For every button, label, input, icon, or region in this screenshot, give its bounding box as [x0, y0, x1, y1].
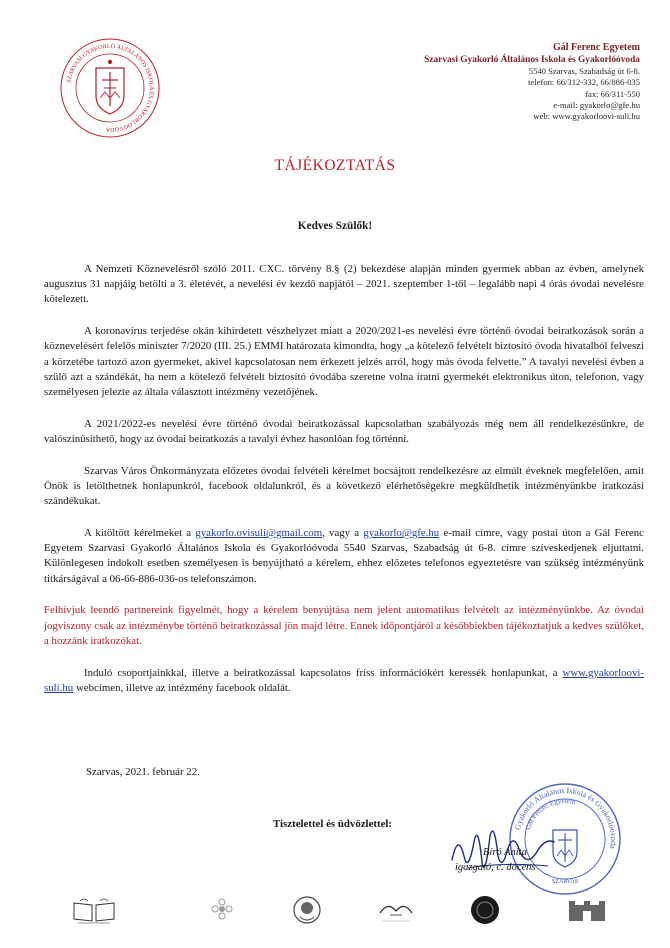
letter-body	[44, 262, 644, 713]
paragraph-notice: Felhívjuk leendő partnereink figyelmét, hogy a kérelem benyújtása nem jelent automatikus felvételt az intézményünkbe. Az óvodai jogviszony csak az intézménybe történő beiratkozással jön majd létre. Ennek időpontjáról a későbbiekben tájékoztatjuk a kedves szülőket, a hozzánk iratkozókat.	[44, 604, 644, 647]
signature-block	[455, 845, 536, 875]
greeting: Kedves Szülők!	[297, 220, 373, 232]
paragraph-4: Szarvas Város Önkormányzata előzetes óvodai felvételi kérelmet bocsájtott rendelkezésre az elmúlt éveknek megfelelően, amit Önök is letölthetnek honlapunkról, facebook oldalunkról, és a következő elérhetőségekre megküldhetik intézményünkbe iratkozási szándékukat.	[44, 464, 644, 508]
paragraph-1: A Nemzeti Köznevelésről szóló 2011. CXC. törvény 8.§ (2) bekezdése alapján minden gyermek abban az évben, amelynek augusztus 31 napjáig betölti a 3. életévét, a nevelési év kezdő napjától – 2021. szeptember 1-től – legalább napi 4 órás óvodai nevelésre kötelezett.	[44, 263, 644, 306]
website-link[interactable]: www.gyakorloovi-suli.hu	[44, 666, 644, 694]
stamp-city: SZARVAS	[551, 879, 579, 885]
bird-logo	[376, 895, 416, 925]
paragraph-5-text: , vagy a	[322, 527, 364, 540]
paragraph-7	[44, 666, 644, 696]
paragraph-2: A koronavírus terjedése okán kihirdetett vészhelyzet miatt a 2020/2021-es nevelési évre történő óvodai beiratkozások során a köznevelésért felelős miniszter 7/2020 (III. 25.) EMMI határozata kimondta, hogy „a kötelező felvételt biztosító óvoda hivatalból felveszi a körzetébe tartozó azon gyermeket, akivel kapcsolatosan nem érkezett jelzés arról, hogy más óvoda felvette.” A tavalyi nevelési évben a szülő azt a szándékát, ha nem a kötelező felvételt biztosító óvodába szeretne volna íratni gyermekét elektronikus úton, telefonon, vagy személyesen jelezte az általa választott intézmény vezetőjének.	[44, 325, 644, 399]
paragraph-5	[44, 526, 644, 587]
stamp-text: Gyakorló Általános Iskola és Gyakorlóóvoda	[512, 785, 619, 850]
circle-logo	[470, 895, 500, 925]
phone: telefon: 66/312-332, 66/886-035	[528, 77, 640, 88]
website: web: www.gyakorloovi-suli.hu	[533, 111, 640, 122]
document-title: TÁJÉKOZTATÁS	[274, 157, 396, 174]
letterhead	[424, 42, 640, 122]
email: e-mail: gyakorlo@gfe.hu	[553, 99, 640, 110]
school-name: Szarvasi Gyakorló Általános Iskola és Gyakorlóóvoda	[424, 55, 640, 65]
flower-logo	[208, 895, 236, 923]
paragraph-7-text: webcímen, illetve az intézmény facebook oldalát.	[73, 681, 291, 694]
fax: fax: 66/311-550	[585, 88, 640, 99]
book-logo	[70, 895, 118, 925]
crest-logo	[292, 895, 322, 925]
closing-line: Tisztelettel és üdvözlettel:	[273, 818, 393, 830]
university-seal-logo	[58, 36, 162, 140]
paragraph-5-text: A kitöltött kérelmeket a	[84, 527, 196, 540]
stamp-inner-text: Gál Ferenc Egyetem	[524, 796, 577, 831]
paragraph-5-text: e-mail címre, vagy postai úton a Gál Ferenc Egyetem Szarvasi Gyakorló Általános Iskola és Gyakorlóóvoda 5540 Szarvas, Szabadság út 6-8. címre szíveskedjenek eljuttatni. Különlegesen indokolt esetben személyesen is benyújtható a kérelem, ehhez előzetes telefonos egyeztetésre van szükség intézményünk titkárságával a 06-66-886-036-os telefonszámon.	[44, 527, 644, 585]
seal-text: SZARVASI GYAKORLÓ ÁLTALÁNOS ISKOLA ÉS GYAKORLÓÓVODA	[66, 43, 155, 133]
university-name: Gál Ferenc Egyetem	[552, 42, 640, 53]
footer-logos	[70, 895, 615, 929]
signatory-role: igazgató, c. docens	[455, 862, 536, 873]
email-link-gyakorlo[interactable]: gyakorlo@gfe.hu	[363, 527, 440, 540]
address: 5540 Szarvas, Szabadság út 6-8.	[528, 66, 640, 76]
email-link-ovisuli[interactable]: gyakorlo.ovisuli@gmail.com	[195, 527, 323, 540]
castle-logo	[565, 895, 609, 925]
date-line: Szarvas, 2021. február 22.	[86, 766, 200, 778]
paragraph-7-text: Induló csoportjainkkal, illetve a beiratkozással kapcsolatos friss információkért keressék honlapunkat, a	[84, 666, 563, 679]
paragraph-3: A 2021/2022-es nevelési évre történő óvodai beiratkozással kapcsolatban szabályozás még nem áll rendelkezésünkre, de valószínűsíthető, hogy az óvodai beiratkozás a tavalyi évhez hasonlóan fog történni.	[44, 417, 644, 446]
svg-text:SZARVASI GYAKORLÓ ÁLTALÁNOS IS	[66, 42, 156, 132]
signatory-name: Bíró Anita	[483, 847, 527, 858]
